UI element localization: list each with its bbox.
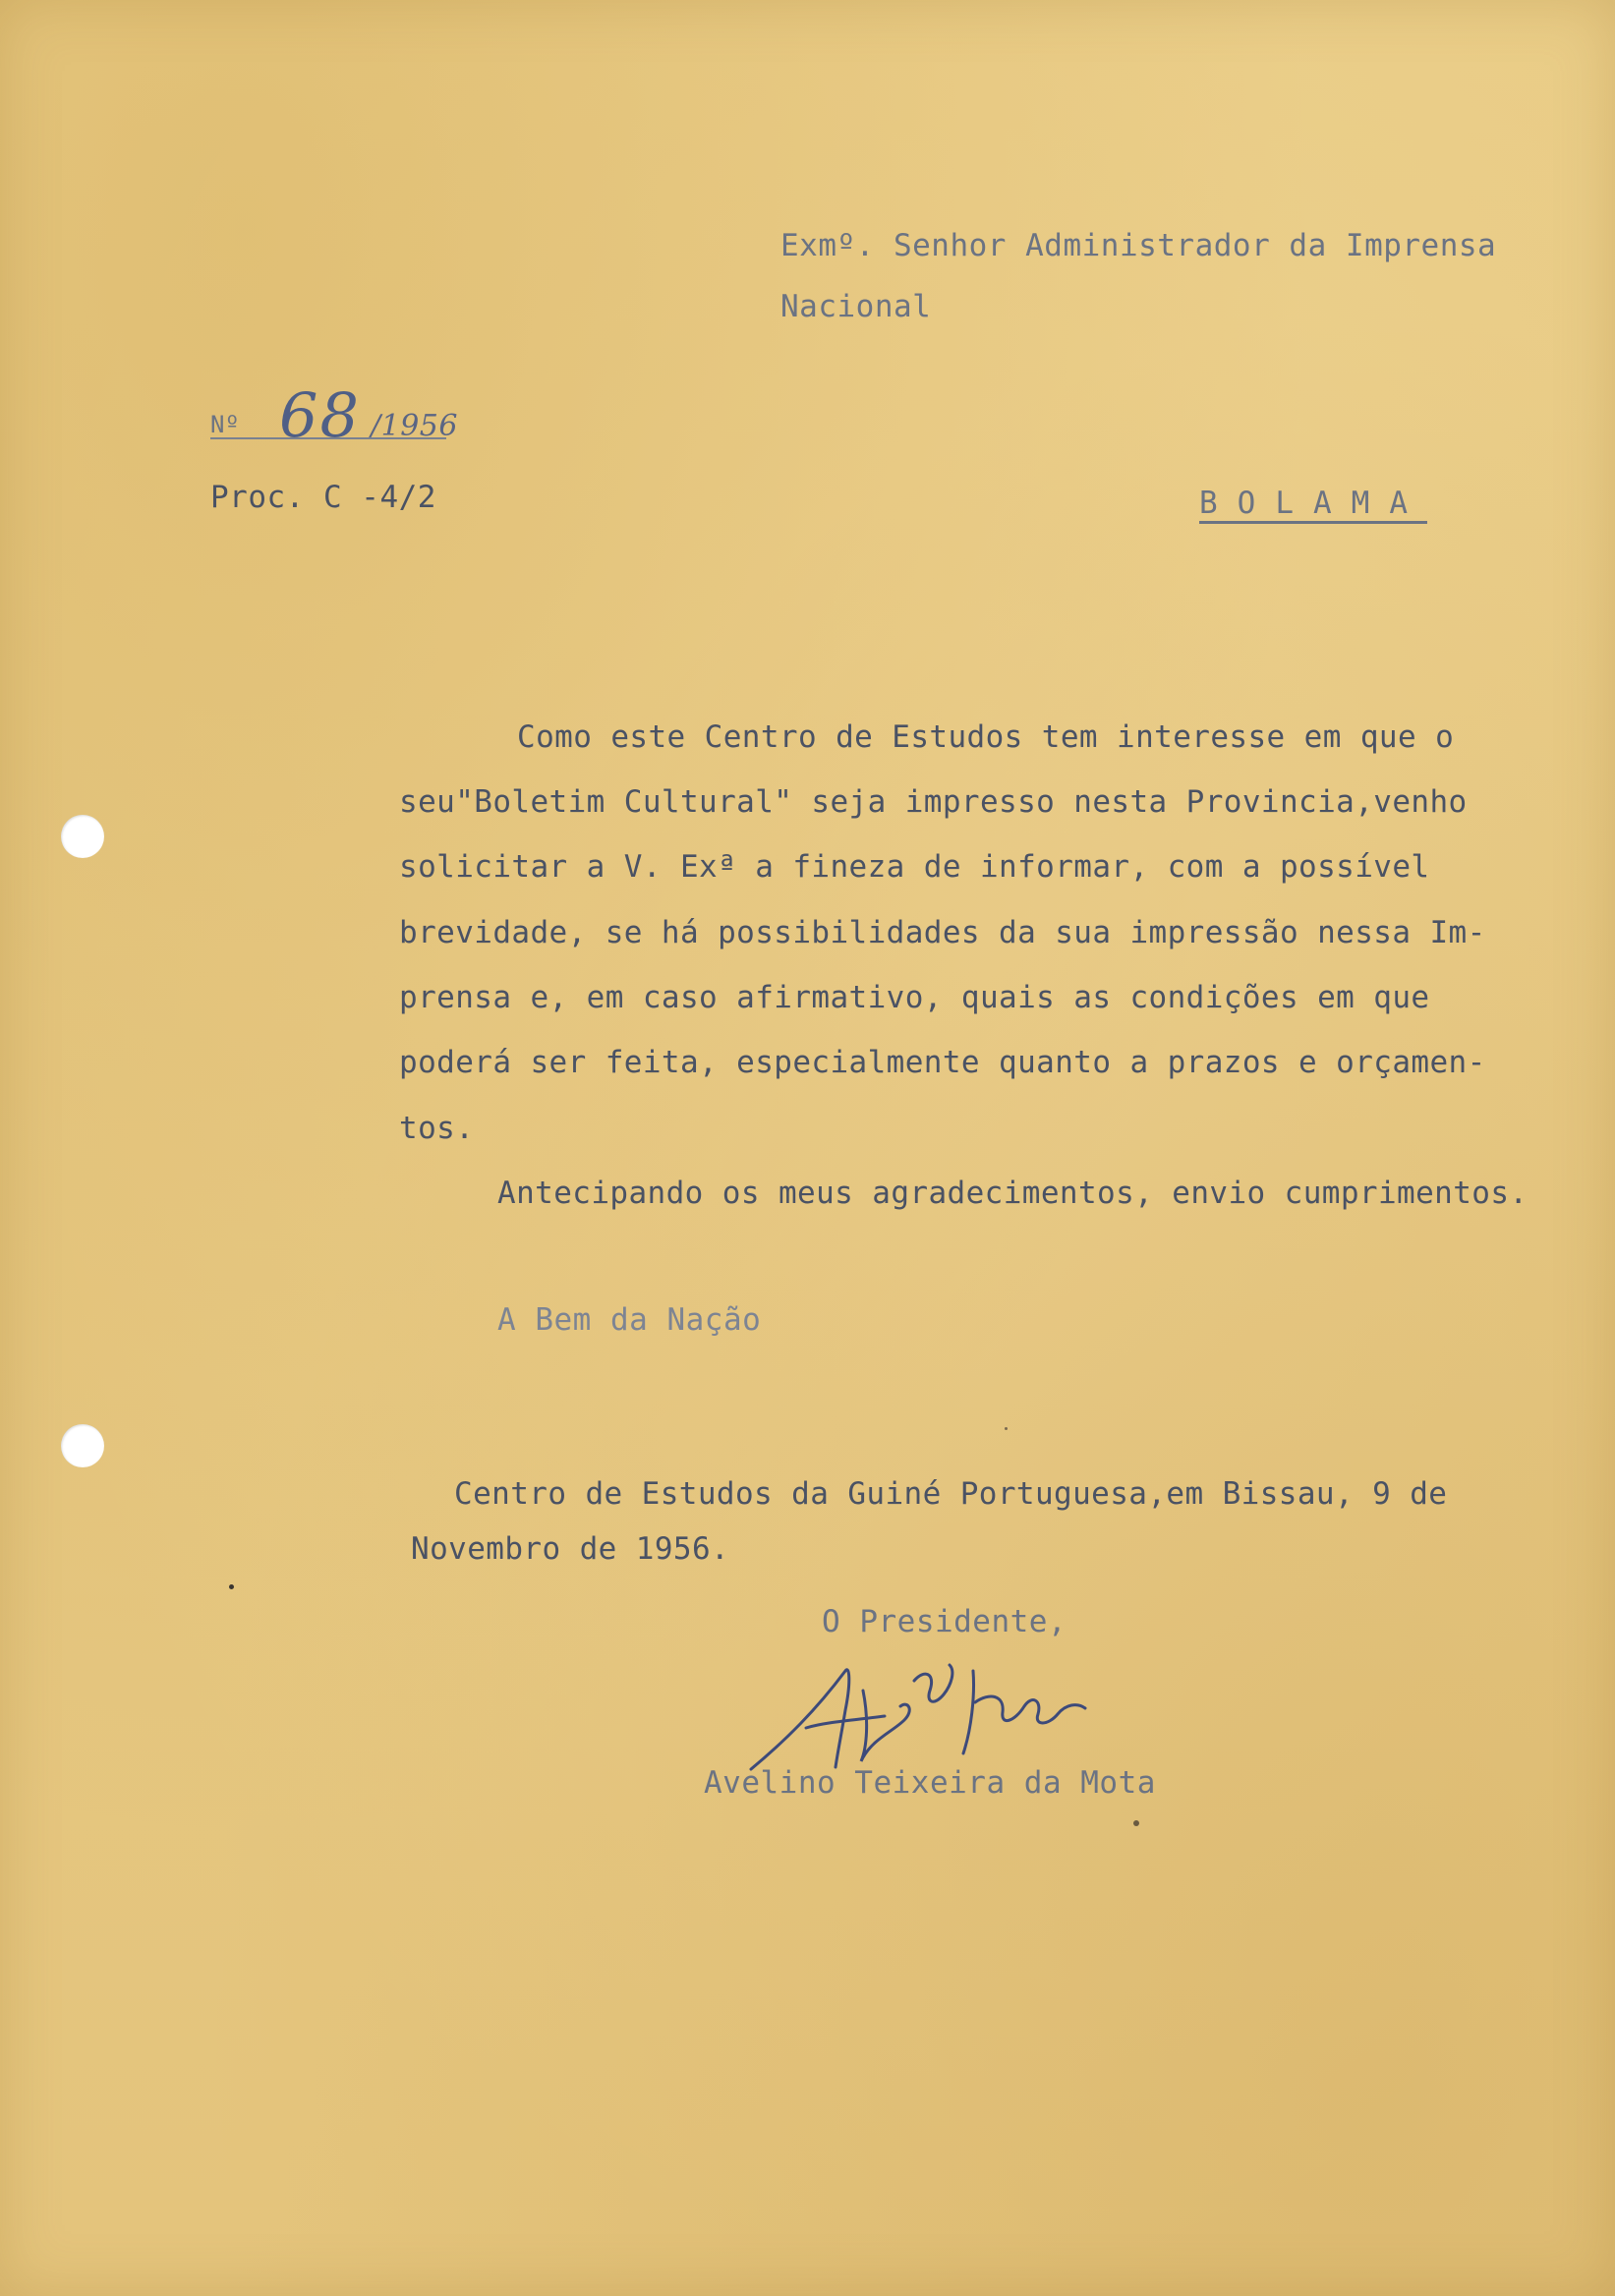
process-reference: Proc. C -4/2 (210, 480, 436, 515)
body-line: prensa e, em caso afirmativo, quais as condições em que (399, 980, 1430, 1015)
signatory-title: O Presidente, (822, 1604, 1067, 1639)
body-line: tos. (399, 1111, 475, 1146)
paper-speck (229, 1584, 234, 1589)
paper-speck (1133, 1820, 1139, 1826)
handwritten-signature (747, 1651, 1101, 1779)
body-line: poderá ser feita, especialmente quanto a prazos e orçamen- (399, 1045, 1486, 1080)
body-line: Como este Centro de Estudos tem interesse em que o (517, 719, 1455, 755)
punch-hole-top (61, 815, 104, 858)
motto: A Bem da Nação (497, 1302, 762, 1338)
signatory-name: Avelino Teixeira da Mota (704, 1765, 1156, 1801)
dateline-line-1: Centro de Estudos da Guiné Portuguesa,em Bissau, 9 de (454, 1476, 1448, 1512)
body-line: brevidade, se há possibilidades da sua impressão nessa Im- (399, 915, 1486, 950)
dateline-line-2: Novembro de 1956. (411, 1531, 730, 1567)
reference-prefix: Nº (210, 411, 240, 438)
place-heading: BOLAMA (1199, 486, 1427, 521)
body-line: seu"Boletim Cultural" seja impresso nesta Provincia,venho (399, 784, 1468, 820)
addressee-line-2: Nacional (780, 289, 932, 324)
reference-year: /1956 (371, 409, 458, 443)
paper-speck (1005, 1427, 1008, 1430)
reference-number: 68 (279, 379, 361, 451)
closing-paragraph: Antecipando os meus agradecimentos, envio cumprimentos. (497, 1176, 1528, 1211)
reference-underline (210, 437, 446, 439)
body-line: solicitar a V. Exª a fineza de informar, com a possível (399, 849, 1430, 885)
addressee-line-1: Exmº. Senhor Administrador da Imprensa (780, 228, 1497, 263)
punch-hole-bottom (61, 1424, 104, 1467)
